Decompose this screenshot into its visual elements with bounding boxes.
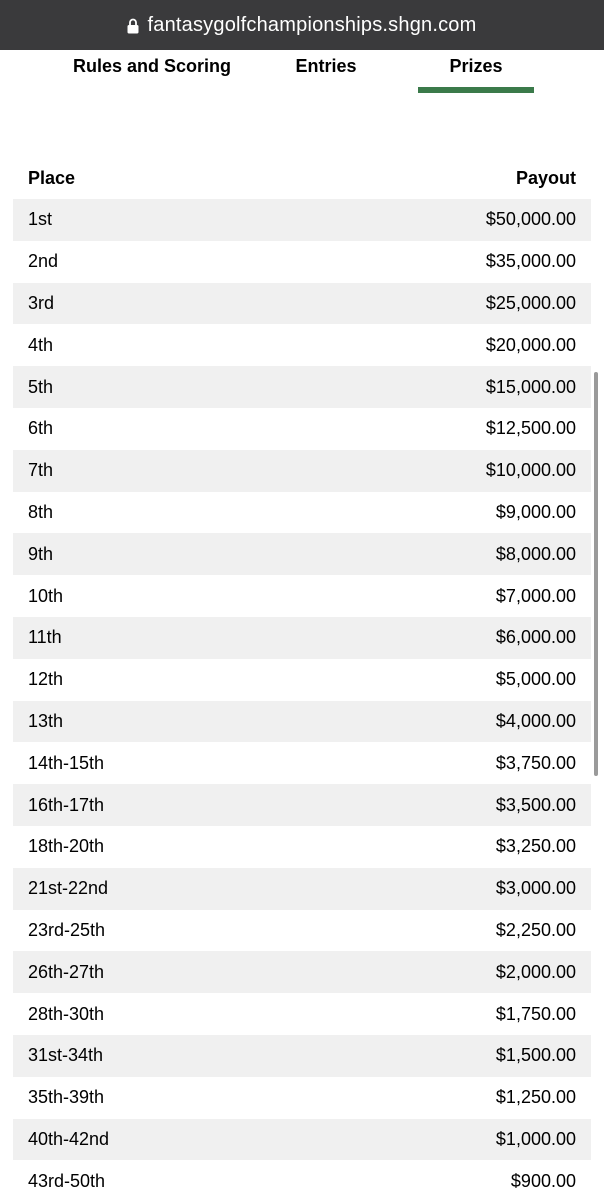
payout-cell: $8,000.00 xyxy=(495,543,576,564)
table-row xyxy=(13,199,591,241)
place-cell: 13th xyxy=(28,710,64,731)
payout-cell: $7,000.00 xyxy=(495,585,576,606)
payout-cell: $9,000.00 xyxy=(495,501,576,522)
tab-entries[interactable]: Entries xyxy=(295,56,357,76)
place-cell: 2nd xyxy=(28,251,59,272)
payout-cell: $12,500.00 xyxy=(485,418,576,439)
payout-cell: $3,000.00 xyxy=(495,878,576,899)
table-row xyxy=(13,826,591,868)
table-row xyxy=(13,951,591,993)
table-row xyxy=(13,408,591,450)
place-cell: 7th xyxy=(28,460,54,481)
payout-cell: $1,750.00 xyxy=(495,1003,576,1024)
header-payout: Payout xyxy=(515,167,576,188)
table-row xyxy=(13,784,591,826)
table-row xyxy=(13,450,591,492)
prizes-table xyxy=(13,157,591,1202)
place-cell: 8th xyxy=(28,501,54,522)
table-row xyxy=(13,868,591,910)
table-row xyxy=(13,910,591,952)
payout-cell: $1,000.00 xyxy=(495,1128,576,1149)
payout-cell: $50,000.00 xyxy=(485,209,576,230)
table-row xyxy=(13,742,591,784)
table-row xyxy=(13,1035,591,1077)
place-cell: 1st xyxy=(28,209,53,230)
place-cell: 31st-34th xyxy=(28,1045,104,1066)
place-cell: 12th xyxy=(28,669,64,690)
payout-cell: $35,000.00 xyxy=(485,251,576,272)
table-row xyxy=(13,1160,591,1202)
lock-icon xyxy=(127,18,139,34)
payout-cell: $3,500.00 xyxy=(495,794,576,815)
place-cell: 26th-27th xyxy=(28,961,105,982)
tab-rules-and-scoring[interactable]: Rules and Scoring xyxy=(72,56,232,76)
browser-url-bar[interactable] xyxy=(0,0,604,50)
payout-cell: $25,000.00 xyxy=(485,292,576,313)
payout-cell: $15,000.00 xyxy=(485,376,576,397)
payout-cell: $3,250.00 xyxy=(495,836,576,857)
place-cell: 18th-20th xyxy=(28,836,105,857)
place-cell: 43rd-50th xyxy=(28,1170,106,1191)
table-row xyxy=(13,993,591,1035)
payout-cell: $6,000.00 xyxy=(495,627,576,648)
url-text: fantasygolfchampionships.shgn.com xyxy=(147,13,477,36)
place-cell: 28th-30th xyxy=(28,1003,105,1024)
table-row xyxy=(13,701,591,743)
place-cell: 9th xyxy=(28,543,54,564)
table-row xyxy=(13,492,591,534)
table-row xyxy=(13,533,591,575)
table-row xyxy=(13,283,591,325)
active-tab-indicator xyxy=(418,87,534,93)
payout-cell: $3,750.00 xyxy=(495,752,576,773)
place-cell: 40th-42nd xyxy=(28,1128,110,1149)
table-row xyxy=(13,617,591,659)
place-cell: 5th xyxy=(28,376,54,397)
place-cell: 6th xyxy=(28,418,54,439)
place-cell: 14th-15th xyxy=(28,752,105,773)
table-header xyxy=(13,157,591,199)
payout-cell: $4,000.00 xyxy=(495,710,576,731)
place-cell: 3rd xyxy=(28,292,55,313)
place-cell: 23rd-25th xyxy=(28,919,106,940)
payout-cell: $5,000.00 xyxy=(495,669,576,690)
table-row xyxy=(13,1077,591,1119)
header-place: Place xyxy=(28,167,76,188)
table-row xyxy=(13,324,591,366)
place-cell: 35th-39th xyxy=(28,1087,105,1108)
payout-cell: $2,250.00 xyxy=(495,919,576,940)
table-row xyxy=(13,366,591,408)
table-row xyxy=(13,659,591,701)
table-row xyxy=(13,1119,591,1161)
payout-cell: $1,250.00 xyxy=(495,1087,576,1108)
place-cell: 16th-17th xyxy=(28,794,105,815)
scrollbar[interactable] xyxy=(594,372,598,776)
place-cell: 10th xyxy=(28,585,64,606)
place-cell: 11th xyxy=(28,627,62,648)
table-body xyxy=(13,199,591,1202)
payout-cell: $20,000.00 xyxy=(485,334,576,355)
place-cell: 21st-22nd xyxy=(28,878,109,899)
table-row xyxy=(13,241,591,283)
tab-prizes[interactable]: Prizes xyxy=(449,56,503,76)
place-cell: 4th xyxy=(28,334,54,355)
payout-cell: $900.00 xyxy=(510,1170,576,1191)
payout-cell: $2,000.00 xyxy=(495,961,576,982)
payout-cell: $1,500.00 xyxy=(495,1045,576,1066)
table-row xyxy=(13,575,591,617)
payout-cell: $10,000.00 xyxy=(485,460,576,481)
